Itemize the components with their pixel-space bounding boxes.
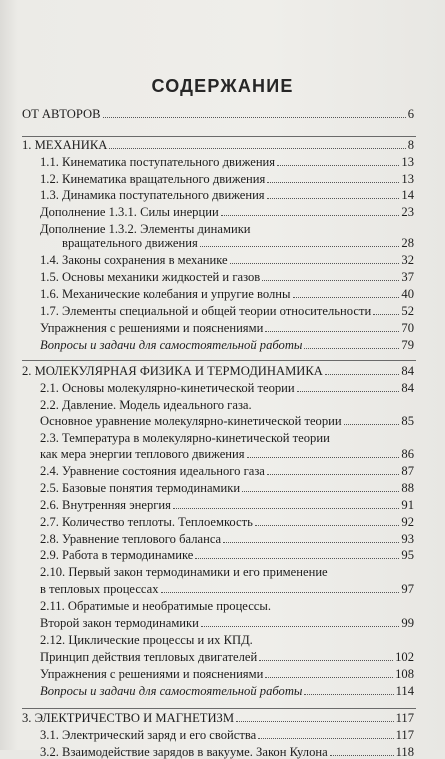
toc-page-number: 70 bbox=[401, 321, 414, 335]
toc-entry bbox=[40, 545, 414, 562]
toc-entry bbox=[40, 411, 414, 428]
toc-entry bbox=[40, 725, 414, 742]
dot-leader bbox=[103, 117, 406, 118]
toc-entry bbox=[40, 681, 414, 698]
toc-entry-title: Вопросы и задачи для самостоятельной работы bbox=[40, 338, 303, 352]
toc-entry bbox=[22, 708, 414, 725]
toc-entry-title: 2.9. Работа в термодинамике bbox=[40, 548, 194, 562]
toc-page-number: 14 bbox=[401, 188, 414, 202]
toc-entry-title: 2.12. Циклические процессы и их КПД. bbox=[40, 633, 253, 647]
toc-entry bbox=[40, 478, 414, 495]
toc-page-number: 88 bbox=[401, 481, 414, 495]
toc-page-number: 87 bbox=[401, 464, 414, 478]
toc-page-number: 117 bbox=[395, 728, 414, 742]
toc-page-number: 23 bbox=[401, 205, 414, 219]
toc-page-number: 84 bbox=[401, 364, 414, 378]
page-title: СОДЕРЖАНИЕ bbox=[151, 76, 294, 96]
toc-entry-title: Основное уравнение молекулярно-кинетической теории bbox=[40, 414, 342, 428]
toc-entry-title: 3. ЭЛЕКТРИЧЕСТВО И МАГНЕТИЗМ bbox=[22, 711, 235, 725]
toc-entry bbox=[40, 185, 414, 202]
toc-entry bbox=[40, 169, 414, 186]
section-divider bbox=[22, 136, 416, 137]
toc-entry bbox=[40, 647, 414, 664]
dot-leader bbox=[304, 694, 393, 695]
dot-leader bbox=[297, 391, 400, 392]
toc-page-number: 117 bbox=[395, 711, 414, 725]
dot-leader bbox=[201, 626, 400, 627]
toc-entry bbox=[40, 742, 414, 759]
dot-leader bbox=[255, 525, 400, 526]
dot-leader bbox=[267, 198, 400, 199]
toc-entry-title: Упражнения с решениями и пояснениями bbox=[40, 321, 264, 335]
toc-entry bbox=[40, 378, 414, 395]
toc-entry bbox=[40, 613, 414, 630]
dot-leader bbox=[247, 457, 400, 458]
toc-page-number: 79 bbox=[401, 338, 414, 352]
toc-page-number: 13 bbox=[401, 155, 414, 169]
dot-leader bbox=[223, 542, 399, 543]
toc-entry bbox=[22, 104, 414, 121]
toc-entry bbox=[40, 284, 414, 301]
dot-leader bbox=[344, 424, 400, 425]
toc-entry-title: 2.8. Уравнение теплового баланса bbox=[40, 532, 222, 546]
dot-leader bbox=[325, 374, 400, 375]
toc-page-number: 84 bbox=[401, 381, 414, 395]
toc-entry bbox=[40, 529, 414, 546]
toc-entry bbox=[40, 395, 414, 412]
dot-leader bbox=[373, 314, 399, 315]
toc-entry-title: Второй закон термодинамики bbox=[40, 616, 199, 630]
toc-entry bbox=[40, 512, 414, 529]
toc-entry-title: 1.6. Механические колебания и упругие волны bbox=[40, 287, 291, 301]
toc-entry bbox=[62, 233, 414, 250]
toc-page-number: 40 bbox=[401, 287, 414, 301]
toc-page-number: 86 bbox=[401, 447, 414, 461]
toc-entry-title: как мера энергии теплового движения bbox=[40, 447, 245, 461]
toc-entry bbox=[40, 664, 414, 681]
toc-page-number: 93 bbox=[401, 532, 414, 546]
toc-entry-title: 1.3. Динамика поступательного движения bbox=[40, 188, 265, 202]
toc-entry bbox=[40, 335, 414, 352]
toc-entry-title: Принцип действия тепловых двигателей bbox=[40, 650, 258, 664]
dot-leader bbox=[109, 148, 405, 149]
dot-leader bbox=[259, 660, 393, 661]
toc-entry-title: Упражнения с решениями и пояснениями bbox=[40, 667, 264, 681]
toc-entry bbox=[40, 630, 414, 647]
toc-entry-title: 1.2. Кинематика вращательного движения bbox=[40, 172, 266, 186]
dot-leader bbox=[195, 558, 399, 559]
dot-leader bbox=[277, 165, 399, 166]
toc-entry-title: вращательного движения bbox=[62, 236, 198, 250]
toc-page-number: 99 bbox=[401, 616, 414, 630]
toc-page-number: 8 bbox=[407, 138, 414, 152]
toc-page-number: 28 bbox=[401, 236, 414, 250]
toc-entry-title: 1. МЕХАНИКА bbox=[22, 138, 108, 152]
toc-entry-title: 2.6. Внутренняя энергия bbox=[40, 498, 171, 512]
dot-leader bbox=[173, 508, 399, 509]
dot-leader bbox=[258, 738, 393, 739]
toc-entry-title: 2.7. Количество теплоты. Теплоемкость bbox=[40, 515, 253, 529]
toc-page-number: 97 bbox=[401, 582, 414, 596]
toc-entry-title: Дополнение 1.3.2. Элементы динамики bbox=[40, 222, 251, 236]
dot-leader bbox=[265, 677, 393, 678]
dot-leader bbox=[293, 297, 400, 298]
section-divider bbox=[22, 708, 416, 709]
toc-entry bbox=[40, 301, 414, 318]
toc-entry bbox=[40, 444, 414, 461]
toc-page-number: 118 bbox=[395, 745, 414, 759]
section-divider bbox=[22, 360, 416, 361]
toc-entry-title: 2.5. Базовые понятия термодинамики bbox=[40, 481, 241, 495]
toc-page-number: 13 bbox=[401, 172, 414, 186]
toc-entry bbox=[40, 202, 414, 219]
toc-entry-title: 2.1. Основы молекулярно-кинетической теории bbox=[40, 381, 295, 395]
dot-leader bbox=[330, 755, 394, 756]
toc-entry-title: 2.11. Обратимые и необратимые процессы. bbox=[40, 599, 272, 613]
toc-entry bbox=[40, 152, 414, 169]
toc-entry-title: 2.3. Температура в молекулярно-кинетической теории bbox=[40, 431, 330, 445]
toc-entry-title: 3.1. Электрический заряд и его свойства bbox=[40, 728, 257, 742]
toc-entry-title: 2. МОЛЕКУЛЯРНАЯ ФИЗИКА И ТЕРМОДИНАМИКА bbox=[22, 364, 323, 378]
toc-entry-title: 3.2. Взаимодействие зарядов в вакууме. Закон Кулона bbox=[40, 745, 328, 759]
toc-entry-title: Дополнение 1.3.1. Силы инерции bbox=[40, 205, 219, 219]
toc-entry-title: в тепловых процессах bbox=[40, 582, 159, 596]
toc-page-number: 85 bbox=[401, 414, 414, 428]
toc-entry bbox=[40, 250, 414, 267]
toc-entry bbox=[40, 579, 414, 596]
dot-leader bbox=[221, 215, 400, 216]
toc-entry-title: 1.4. Законы сохранения в механике bbox=[40, 253, 228, 267]
toc-entry bbox=[40, 318, 414, 335]
toc-page-number: 108 bbox=[395, 667, 414, 681]
toc-entry-title: 1.1. Кинематика поступательного движения bbox=[40, 155, 276, 169]
dot-leader bbox=[161, 592, 400, 593]
toc-entry bbox=[40, 596, 414, 613]
dot-leader bbox=[262, 280, 399, 281]
toc-entry-title: Вопросы и задачи для самостоятельной работы bbox=[40, 684, 303, 698]
dot-leader bbox=[200, 246, 400, 247]
toc-entry bbox=[40, 495, 414, 512]
toc-entry-title: ОТ АВТОРОВ bbox=[22, 107, 101, 121]
toc-page-number: 91 bbox=[401, 498, 414, 512]
dot-leader bbox=[230, 263, 400, 264]
toc-page-number: 37 bbox=[401, 270, 414, 284]
toc-entry-title: 2.2. Давление. Модель идеального газа. bbox=[40, 398, 252, 412]
dot-leader bbox=[242, 491, 399, 492]
toc-entry-title: 2.10. Первый закон термодинамики и его применение bbox=[40, 565, 328, 579]
toc-page-number: 92 bbox=[401, 515, 414, 529]
toc-entry-title: 1.7. Элементы специальной и общей теории относительности bbox=[40, 304, 372, 318]
toc-page-number: 95 bbox=[401, 548, 414, 562]
toc-entry bbox=[22, 361, 414, 378]
toc-entry bbox=[40, 562, 414, 579]
toc-entry bbox=[40, 461, 414, 478]
toc-entry bbox=[40, 267, 414, 284]
toc-entry bbox=[40, 428, 414, 445]
toc-page-number: 32 bbox=[401, 253, 414, 267]
toc-page-number: 6 bbox=[407, 107, 414, 121]
dot-leader bbox=[265, 331, 399, 332]
toc-page-number: 114 bbox=[395, 684, 414, 698]
toc-page-number: 52 bbox=[401, 304, 414, 318]
toc-page-number: 102 bbox=[395, 650, 414, 664]
toc-entry-title: 1.5. Основы механики жидкостей и газов bbox=[40, 270, 261, 284]
dot-leader bbox=[304, 348, 399, 349]
toc-entry-title: 2.4. Уравнение состояния идеального газа bbox=[40, 464, 265, 478]
dot-leader bbox=[267, 182, 399, 183]
toc-entry bbox=[22, 135, 414, 152]
dot-leader bbox=[267, 474, 400, 475]
dot-leader bbox=[236, 721, 394, 722]
